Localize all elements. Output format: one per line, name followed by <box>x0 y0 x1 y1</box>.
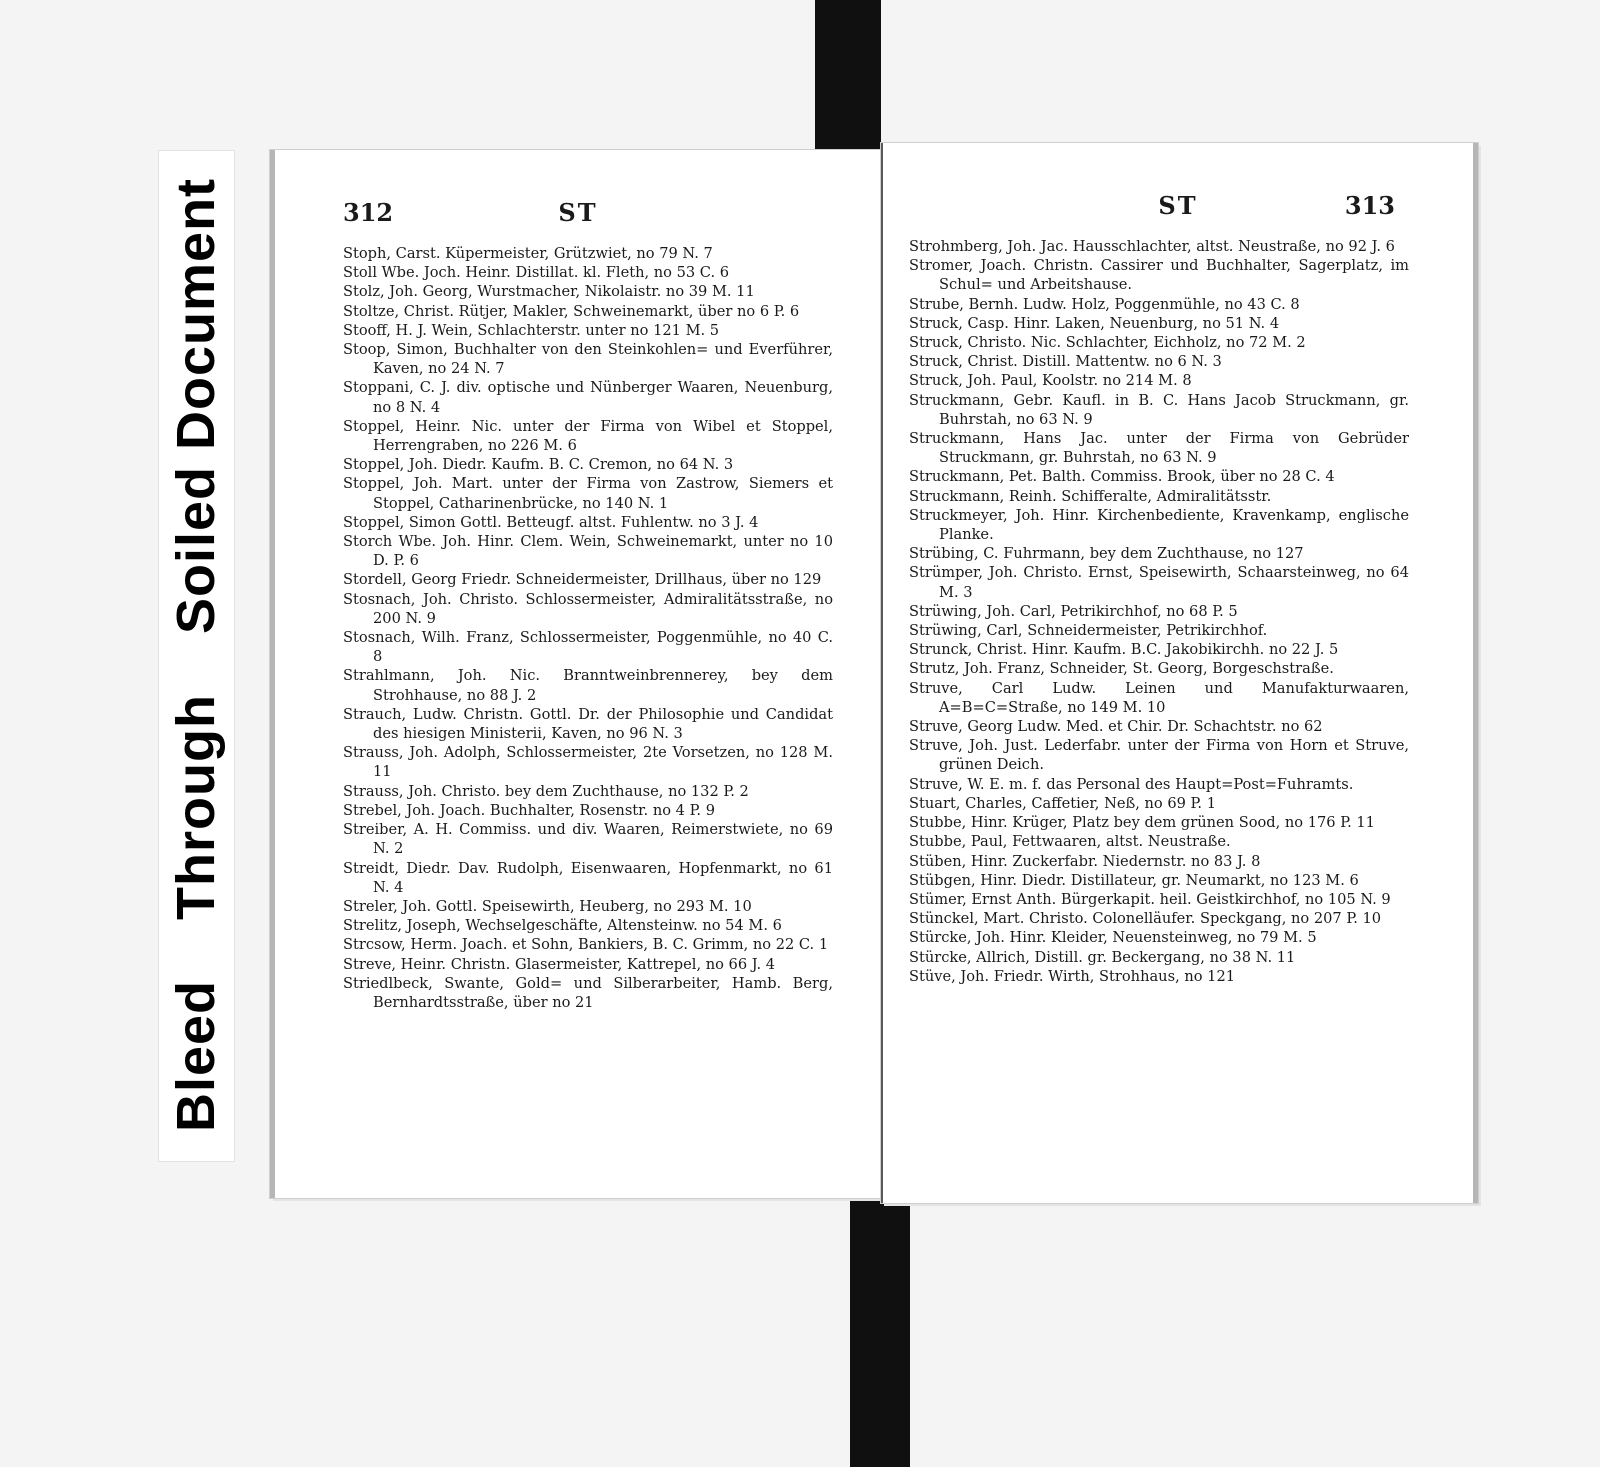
directory-entry: Stüben, Hinr. Zuckerfabr. Niedernstr. no 83 J. 8 <box>909 852 1261 870</box>
directory-entry: Stubbe, Hinr. Krüger, Platz bey dem grünen Sood, no 176 P. 11 <box>909 814 1375 832</box>
directory-entry: Streiber, A. H. Commiss. und div. Waaren, Reimerstwiete, no 69 N. 2 <box>343 821 833 858</box>
directory-entry: Stünckel, Mart. Christo. Colonelläufer. Speckgang, no 207 P. 10 <box>909 910 1382 928</box>
directory-entries-left <box>343 244 833 1012</box>
binding-strap-top <box>815 0 881 165</box>
directory-entry: Strelitz, Joseph, Wechselgeschäfte, Altensteinw. no 54 M. 6 <box>343 917 782 935</box>
directory-entry: Strohmberg, Joh. Jac. Hausschlachter, altst. Neustraße, no 92 J. 6 <box>909 238 1395 255</box>
directory-entry: Strauss, Joh. Adolph, Schlossermeister, 2te Vorsetzen, no 128 M. 11 <box>343 744 833 781</box>
directory-entry: Striedlbeck, Swante, Gold= und Silberarbeiter, Hamb. Berg, Bernhardtsstraße, über no 21 <box>343 974 833 1011</box>
directory-entry: Strüwing, Joh. Carl, Petrikirchhof, no 68 P. 5 <box>909 602 1238 620</box>
left-page <box>270 150 883 1198</box>
directory-entry: Stümer, Ernst Anth. Bürgerkapit. heil. Geistkirchhof, no 105 N. 9 <box>909 890 1391 908</box>
directory-entry: Stoll Wbe. Joch. Heinr. Distillat. kl. Fleth, no 53 C. 6 <box>343 264 730 282</box>
directory-entry: Stubbe, Paul, Fettwaaren, altst. Neustraße. <box>909 833 1231 851</box>
running-head: ST <box>558 198 598 227</box>
directory-entry: Stoop, Simon, Buchhalter von den Steinkohlen= und Everführer, Kaven, no 24 N. 7 <box>343 341 833 378</box>
directory-entry: Struckmann, Pet. Balth. Commiss. Brook, über no 28 C. 4 <box>909 468 1335 486</box>
directory-entry: Strümper, Joh. Christo. Ernst, Speisewirth, Schaarsteinweg, no 64 M. 3 <box>909 564 1409 601</box>
stamp-word-bleed: Bleed <box>166 979 226 1133</box>
running-head: ST <box>1158 191 1198 220</box>
directory-entry: Struve, Carl Ludw. Leinen und Manufakturwaaren, A=B=C=Straße, no 149 M. 10 <box>909 679 1409 716</box>
directory-entry: Stoppel, Joh. Diedr. Kaufm. B. C. Cremon, no 64 N. 3 <box>343 456 734 474</box>
stamp-word-soiled-document: Soiled Document <box>166 177 226 635</box>
left-page-header <box>275 198 881 232</box>
directory-entry: Stosnach, Wilh. Franz, Schlossermeister, Poggenmühle, no 40 C. 8 <box>343 629 833 666</box>
directory-entry: Struckmann, Reinh. Schifferalte, Admiralitätsstr. <box>909 487 1272 505</box>
directory-entry: Stübgen, Hinr. Diedr. Distillateur, gr. Neumarkt, no 123 M. 6 <box>909 871 1359 889</box>
directory-entry: Stoppani, C. J. div. optische und Nünberger Waaren, Neuenburg, no 8 N. 4 <box>343 379 833 416</box>
directory-entry: Stosnach, Joh. Christo. Schlossermeister, Admiralitätsstraße, no 200 N. 9 <box>343 590 833 627</box>
directory-entry: Strebel, Joh. Joach. Buchhalter, Rosenstr. no 4 P. 9 <box>343 801 715 819</box>
directory-entries-right <box>909 237 1409 986</box>
right-page <box>881 143 1478 1203</box>
directory-entry: Stoppel, Heinr. Nic. unter der Firma von Wibel et Stoppel, Herrengraben, no 226 M. 6 <box>343 417 833 455</box>
directory-entry: Stüve, Joh. Friedr. Wirth, Strohhaus, no 121 <box>909 967 1236 985</box>
binding-strap-bottom <box>850 1200 910 1467</box>
directory-entry: Struve, Joh. Just. Lederfabr. unter der Firma von Horn et Struve, grünen Deich. <box>909 737 1409 774</box>
directory-entry: Strübing, C. Fuhrmann, bey dem Zuchthause, no 127 <box>909 545 1304 563</box>
directory-entry: Storch Wbe. Joh. Hinr. Clem. Wein, Schweinemarkt, unter no 10 D. P. 6 <box>343 533 833 570</box>
directory-entry: Struck, Joh. Paul, Koolstr. no 214 M. 8 <box>909 372 1192 390</box>
directory-entry: Stürcke, Joh. Hinr. Kleider, Neuensteinweg, no 79 M. 5 <box>909 929 1317 947</box>
bleed-through-soiled-stamp <box>165 156 227 1154</box>
directory-entry: Stolz, Joh. Georg, Wurstmacher, Nikolaistr. no 39 M. 11 <box>343 283 755 301</box>
directory-entry: Struck, Christo. Nic. Schlachter, Eichholz, no 72 M. 2 <box>909 334 1306 352</box>
directory-entry: Stoltze, Christ. Rütjer, Makler, Schweinemarkt, über no 6 P. 6 <box>343 302 800 320</box>
directory-entry: Strcsow, Herm. Joach. et Sohn, Bankiers, B. C. Grimm, no 22 C. 1 <box>343 936 829 954</box>
directory-entry: Streidt, Diedr. Dav. Rudolph, Eisenwaaren, Hopfenmarkt, no 61 N. 4 <box>343 859 833 896</box>
directory-entry: Strutz, Joh. Franz, Schneider, St. Georg, Borgeschstraße. <box>909 660 1334 678</box>
directory-entry: Strunck, Christ. Hinr. Kaufm. B.C. Jakobikirchh. no 22 J. 5 <box>909 641 1339 659</box>
directory-entry: Strahlmann, Joh. Nic. Branntweinbrennerey, bey dem Strohhause, no 88 J. 2 <box>343 667 833 704</box>
directory-entry: Streve, Heinr. Christn. Glasermeister, Kattrepel, no 66 J. 4 <box>343 955 776 973</box>
directory-entry: Struckmann, Hans Jac. unter der Firma von Gebrüder Struckmann, gr. Buhrstah, no 63 N. 9 <box>909 430 1409 467</box>
directory-entry: Strauch, Ludw. Christn. Gottl. Dr. der Philosophie und Candidat des hiesigen Ministerii, Kaven, no 96 N. 3 <box>343 705 833 743</box>
directory-entry: Strauss, Joh. Christo. bey dem Zuchthause, no 132 P. 2 <box>343 782 749 800</box>
right-page-header <box>883 191 1473 225</box>
directory-entry: Stordell, Georg Friedr. Schneidermeister, Drillhaus, über no 129 <box>343 571 822 589</box>
directory-entry: Stürcke, Allrich, Distill. gr. Beckergang, no 38 N. 11 <box>909 948 1296 966</box>
directory-entry: Stromer, Joach. Christn. Cassirer und Buchhalter, Sagerplatz, im Schul= und Arbeitshause. <box>909 257 1409 294</box>
stamp-word-through: Through <box>166 694 226 920</box>
directory-entry: Struve, Georg Ludw. Med. et Chir. Dr. Schachtstr. no 62 <box>909 718 1323 736</box>
directory-entry: Struck, Christ. Distill. Mattentw. no 6 N. 3 <box>909 353 1222 371</box>
page-number: 312 <box>343 198 394 227</box>
page-number: 313 <box>1344 191 1395 220</box>
directory-entry: Stooff, H. J. Wein, Schlachterstr. unter no 121 M. 5 <box>343 321 720 339</box>
directory-entry: Streler, Joh. Gottl. Speisewirth, Heuberg, no 293 M. 10 <box>343 897 752 915</box>
directory-entry: Stoppel, Joh. Mart. unter der Firma von Zastrow, Siemers et Stoppel, Catharinenbrücke, no 140 N. 1 <box>343 475 833 512</box>
directory-entry: Strüwing, Carl, Schneidermeister, Petrikirchhof. <box>909 622 1268 640</box>
directory-entry: Struckmann, Gebr. Kaufl. in B. C. Hans Jacob Struckmann, gr. Buhrstah, no 63 N. 9 <box>909 391 1409 428</box>
directory-entry: Stoph, Carst. Küpermeister, Grützwiet, no 79 N. 7 <box>343 245 713 262</box>
directory-entry: Struve, W. E. m. f. das Personal des Haupt=Post=Fuhramts. <box>909 775 1354 793</box>
directory-entry: Struckmeyer, Joh. Hinr. Kirchenbediente, Kravenkamp, englische Planke. <box>909 506 1409 544</box>
directory-entry: Stuart, Charles, Caffetier, Neß, no 69 P. 1 <box>909 794 1216 812</box>
directory-entry: Strube, Bernh. Ludw. Holz, Poggenmühle, no 43 C. 8 <box>909 295 1300 313</box>
directory-entry: Struck, Casp. Hinr. Laken, Neuenburg, no 51 N. 4 <box>909 314 1280 332</box>
directory-entry: Stoppel, Simon Gottl. Betteugf. altst. Fuhlentw. no 3 J. 4 <box>343 513 759 531</box>
